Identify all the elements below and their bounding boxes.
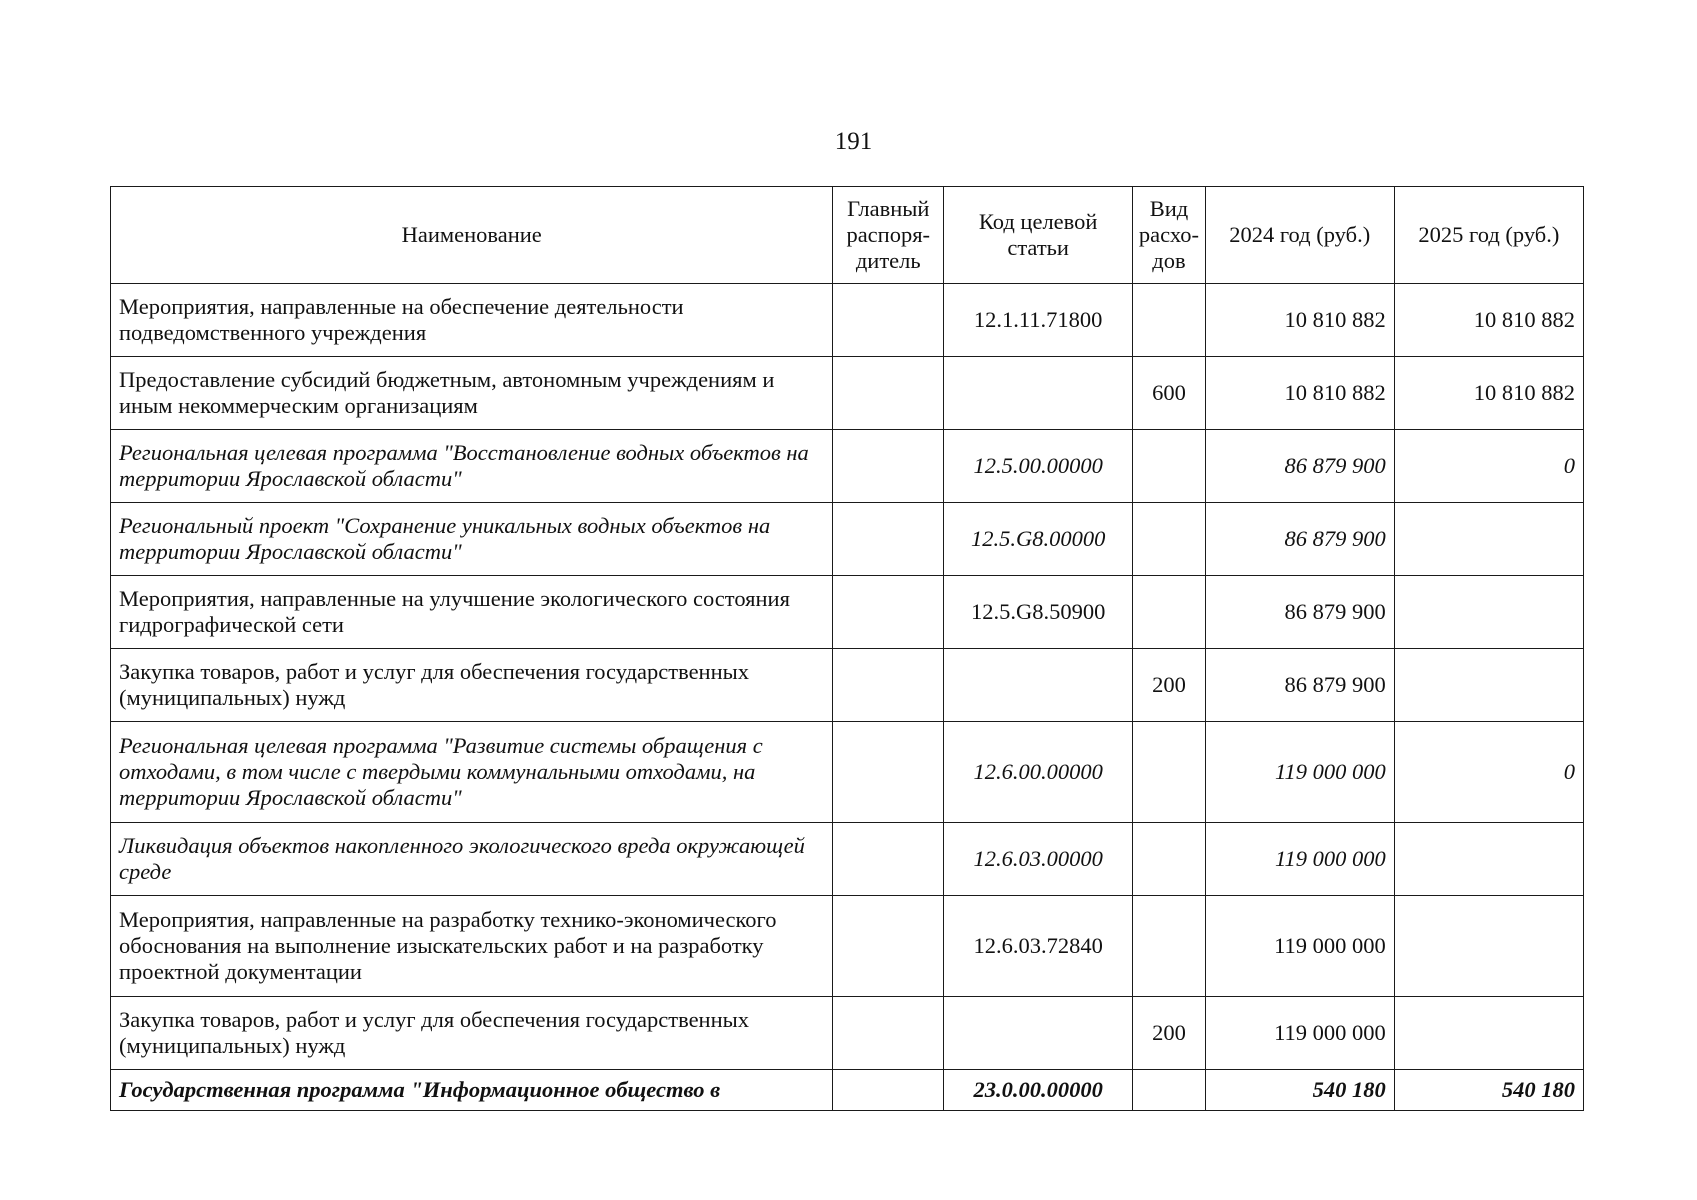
cell-kod [944,997,1133,1070]
cell-2024: 86 879 900 [1205,430,1394,503]
cell-2024: 10 810 882 [1205,284,1394,357]
cell-kod: 12.1.11.71800 [944,284,1133,357]
cell-kod [944,649,1133,722]
table-row [111,722,1584,823]
cell-2024: 86 879 900 [1205,576,1394,649]
table-row [111,1070,1584,1111]
cell-2024: 119 000 000 [1205,997,1394,1070]
cell-vid: 200 [1133,649,1205,722]
table-row [111,357,1584,430]
cell-kod: 12.6.03.72840 [944,896,1133,997]
cell-2024: 86 879 900 [1205,503,1394,576]
cell-vid [1133,823,1205,896]
cell-2025 [1394,823,1583,896]
cell-2025 [1394,997,1583,1070]
cell-kod: 23.0.00.00000 [944,1070,1133,1111]
cell-vid [1133,430,1205,503]
cell-glav [833,576,944,649]
cell-2025: 10 810 882 [1394,357,1583,430]
table-header-row [111,187,1584,284]
cell-vid [1133,503,1205,576]
budget-table [110,186,1584,1111]
cell-name: Мероприятия, направленные на разработку технико-экономического обоснования на выполнение изыскательских работ и на разработку проектной документации [111,896,833,997]
cell-name: Закупка товаров, работ и услуг для обеспечения государственных (муниципальных) нужд [111,997,833,1070]
cell-name: Региональная целевая программа "Восстановление водных объектов на территории Ярославской области" [111,430,833,503]
table-row [111,284,1584,357]
cell-glav [833,997,944,1070]
cell-name: Государственная программа "Информационное общество в [111,1070,833,1111]
cell-name: Региональная целевая программа "Развитие системы обращения с отходами, в том числе с твердыми коммунальными отходами, на территории Ярославской области" [111,722,833,823]
cell-2024: 119 000 000 [1205,823,1394,896]
cell-2024: 119 000 000 [1205,722,1394,823]
cell-glav [833,503,944,576]
header-2025: 2025 год (руб.) [1394,187,1583,284]
cell-2025: 10 810 882 [1394,284,1583,357]
table-row [111,576,1584,649]
cell-vid [1133,1070,1205,1111]
cell-glav [833,430,944,503]
cell-kod: 12.6.03.00000 [944,823,1133,896]
table-row [111,823,1584,896]
cell-kod: 12.5.00.00000 [944,430,1133,503]
cell-2025 [1394,503,1583,576]
cell-2025 [1394,649,1583,722]
cell-2025: 0 [1394,722,1583,823]
table-row [111,896,1584,997]
cell-2024: 540 180 [1205,1070,1394,1111]
cell-2025: 540 180 [1394,1070,1583,1111]
cell-name: Ликвидация объектов накопленного экологического вреда окружающей среде [111,823,833,896]
cell-vid [1133,722,1205,823]
cell-vid [1133,284,1205,357]
cell-name: Закупка товаров, работ и услуг для обеспечения государственных (муниципальных) нужд [111,649,833,722]
header-2024: 2024 год (руб.) [1205,187,1394,284]
cell-glav [833,284,944,357]
header-name: Наименование [111,187,833,284]
cell-2025 [1394,896,1583,997]
cell-2024: 86 879 900 [1205,649,1394,722]
cell-name: Мероприятия, направленные на обеспечение деятельности подведомственного учреждения [111,284,833,357]
cell-name: Региональный проект "Сохранение уникальных водных объектов на территории Ярославской области" [111,503,833,576]
cell-glav [833,357,944,430]
cell-vid: 600 [1133,357,1205,430]
cell-glav [833,1070,944,1111]
cell-2024: 119 000 000 [1205,896,1394,997]
cell-glav [833,722,944,823]
cell-2025 [1394,576,1583,649]
cell-kod: 12.6.00.00000 [944,722,1133,823]
page-number: 191 [834,128,873,155]
cell-name: Предоставление субсидий бюджетным, автономным учреждениям и иным некоммерческим организациям [111,357,833,430]
table-row [111,649,1584,722]
header-glav: Главный распоря-дитель [833,187,944,284]
cell-2024: 10 810 882 [1205,357,1394,430]
cell-2025: 0 [1394,430,1583,503]
table-row [111,430,1584,503]
cell-glav [833,823,944,896]
cell-vid: 200 [1133,997,1205,1070]
cell-glav [833,649,944,722]
header-kod: Код целевой статьи [944,187,1133,284]
cell-vid [1133,896,1205,997]
cell-kod: 12.5.G8.00000 [944,503,1133,576]
cell-kod [944,357,1133,430]
cell-glav [833,896,944,997]
cell-vid [1133,576,1205,649]
cell-name: Мероприятия, направленные на улучшение экологического состояния гидрографической сети [111,576,833,649]
cell-kod: 12.5.G8.50900 [944,576,1133,649]
table-row [111,503,1584,576]
table-row [111,997,1584,1070]
header-vid: Вид расхо-дов [1133,187,1205,284]
